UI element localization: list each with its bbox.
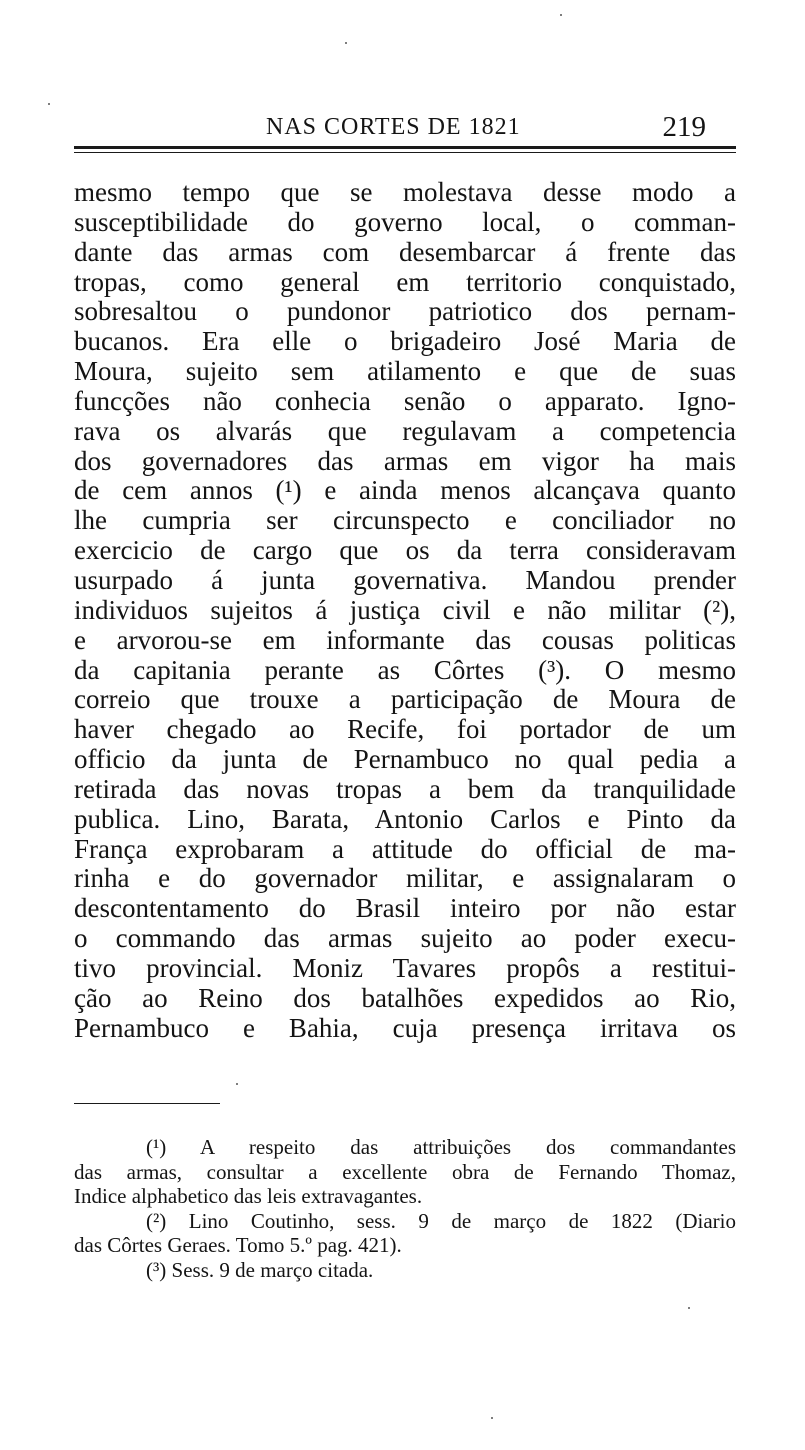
footnote-line: das armas, consultar a excellente obra de Fernando Thomaz,: [74, 1159, 736, 1184]
body-text: [74, 178, 736, 1043]
body-line: exercicio de cargo que os da terra consideravam: [74, 536, 736, 566]
body-line: rinha e do governador militar, e assignalaram o: [74, 864, 736, 894]
footnotes: [74, 1135, 736, 1282]
body-line: França exprobaram a attitude do official de ma-: [74, 834, 736, 864]
body-line: dante das armas com desembarcar á frente das: [74, 237, 736, 267]
body-line: bucanos. Era elle o brigadeiro José Maria de: [74, 327, 736, 357]
body-line: lhe cumpria ser circunspecto e conciliador no: [74, 506, 736, 536]
footnote-line: (³) Sess. 9 de março citada.: [146, 1257, 374, 1282]
footnote-line: Indice alphabetico das leis extravagantes.: [74, 1184, 423, 1208]
body-line: correio que trouxe a participação de Moura de: [74, 685, 736, 715]
speck: [560, 14, 562, 16]
body-line: dos governadores das armas em vigor ha mais: [74, 446, 736, 476]
body-line: o commando das armas sujeito ao poder execu-: [74, 924, 736, 954]
footnote-rule: [74, 1103, 220, 1104]
running-title: NAS CORTES DE 1821: [266, 114, 521, 140]
body-line: rava os alvarás que regulavam a competencia: [74, 416, 736, 446]
body-line: funcções não conhecia senão o apparato. Igno-: [74, 386, 736, 416]
body-line: Pernambuco e Bahia, cuja presença irritava os: [74, 1013, 736, 1043]
header-rule: [74, 146, 736, 149]
body-line: individuos sujeitos á justiça civil e não militar (²),: [74, 595, 736, 625]
body-line: tivo provincial. Moniz Tavares propôs a restitui-: [74, 953, 736, 983]
body-line: publica. Lino, Barata, Antonio Carlos e Pinto da: [74, 804, 736, 834]
body-line: haver chegado ao Recife, foi portador de um: [74, 715, 736, 745]
speck: [236, 1083, 238, 1085]
body-line: tropas, como general em territorio conquistado,: [74, 267, 736, 297]
body-line: sobresaltou o pundonor patriotico dos pernam-: [74, 297, 736, 327]
body-line: de cem annos (¹) e ainda menos alcançava quanto: [74, 476, 736, 506]
footnote-line: (¹) A respeito das attribuições dos commandantes: [146, 1135, 736, 1159]
body-line: retirada das novas tropas a bem da tranquilidade: [74, 774, 736, 804]
body-line: usurpado á junta governativa. Mandou prender: [74, 565, 736, 595]
body-line: da capitania perante as Côrtes (³). O mesmo: [74, 655, 736, 685]
page-number: 219: [662, 111, 706, 143]
header-rule-thin: [74, 152, 736, 153]
speck: [688, 1307, 690, 1309]
body-line: descontentamento do Brasil inteiro por não estar: [74, 894, 736, 924]
speck: [345, 42, 347, 44]
speck: [48, 103, 50, 105]
body-line: e arvorou-se em informante das cousas politicas: [74, 625, 736, 655]
footnote-line: das Côrtes Geraes. Tomo 5.º pag. 421).: [74, 1233, 402, 1257]
body-line: officio da junta de Pernambuco no qual pedia a: [74, 745, 736, 775]
page-header: [74, 110, 736, 144]
body-line: ção ao Reino dos batalhões expedidos ao Rio,: [74, 983, 736, 1013]
footnote-line: (²) Lino Coutinho, sess. 9 de março de 1822 (Diario: [146, 1208, 736, 1233]
body-line: Moura, sujeito sem atilamento e que de suas: [74, 357, 736, 387]
body-line: mesmo tempo que se molestava desse modo a: [74, 178, 736, 207]
body-line: susceptibilidade do governo local, o comman-: [74, 207, 736, 237]
speck: [491, 1417, 493, 1419]
